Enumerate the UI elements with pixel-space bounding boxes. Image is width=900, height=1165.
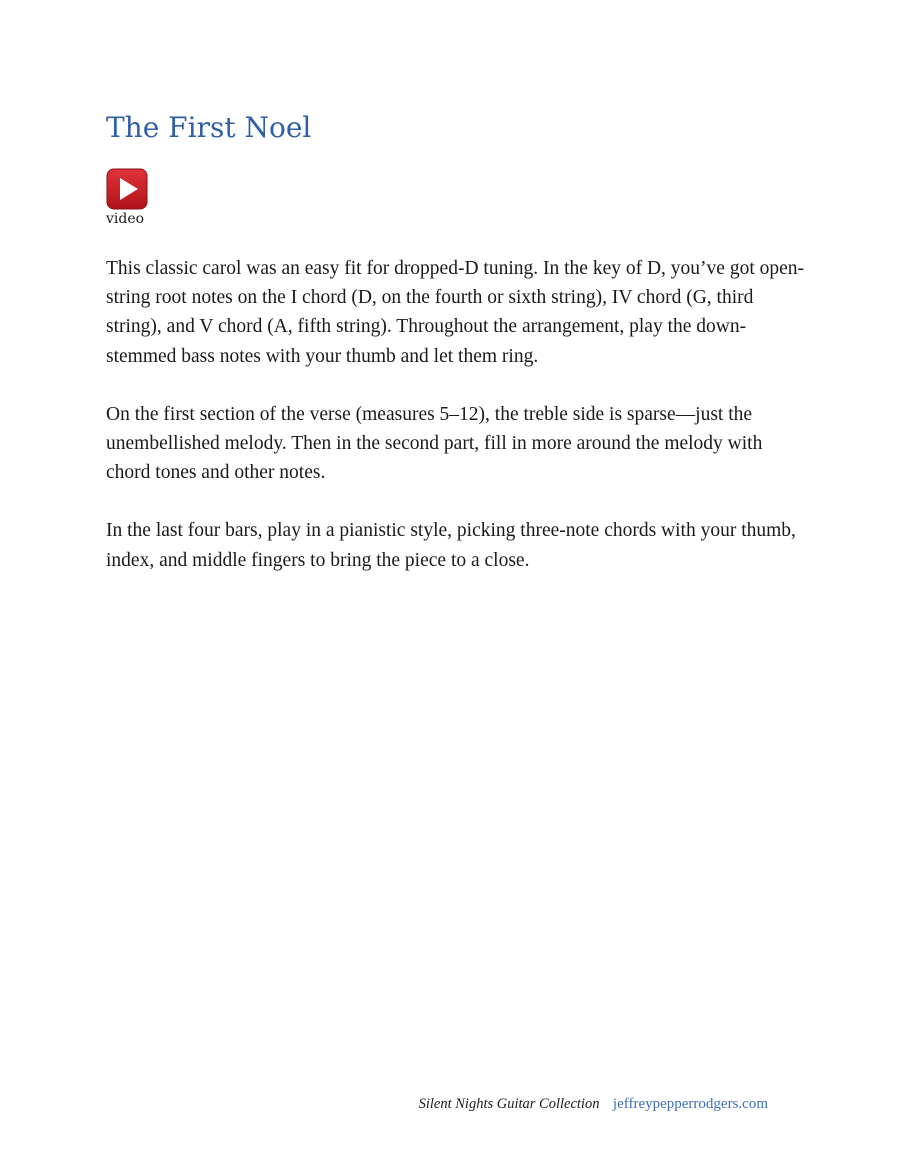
video-link[interactable] xyxy=(106,168,150,227)
video-label[interactable]: video xyxy=(106,211,145,227)
page-footer xyxy=(419,1094,768,1114)
paragraph-verse: On the first section of the verse (measures 5–12), the treble side is sparse—just the unembellished melody. Then in the second part, fill in more around the melody with chord tones and other notes. xyxy=(106,403,763,484)
footer-website-link[interactable]: jeffreypepperrodgers.com xyxy=(612,1096,768,1112)
play-button-icon[interactable] xyxy=(106,168,148,210)
paragraph-intro: This classic carol was an easy fit for dropped-D tuning. In the key of D, you’ve got open-string root notes on the I chord (D, on the fourth or sixth string), IV chord (G, third string), and V chord (A, fifth string). Throughout the arrangement, play the down-stemmed bass notes with your thumb and let them ring. xyxy=(106,258,805,367)
footer-collection-title: Silent Nights Guitar Collection xyxy=(418,1096,600,1112)
page-title: The First Noel xyxy=(106,111,312,144)
paragraph-ending: In the last four bars, play in a pianistic style, picking three-note chords with your thumb, index, and middle fingers to bring the piece to a close. xyxy=(106,520,796,571)
article-body xyxy=(106,254,806,604)
